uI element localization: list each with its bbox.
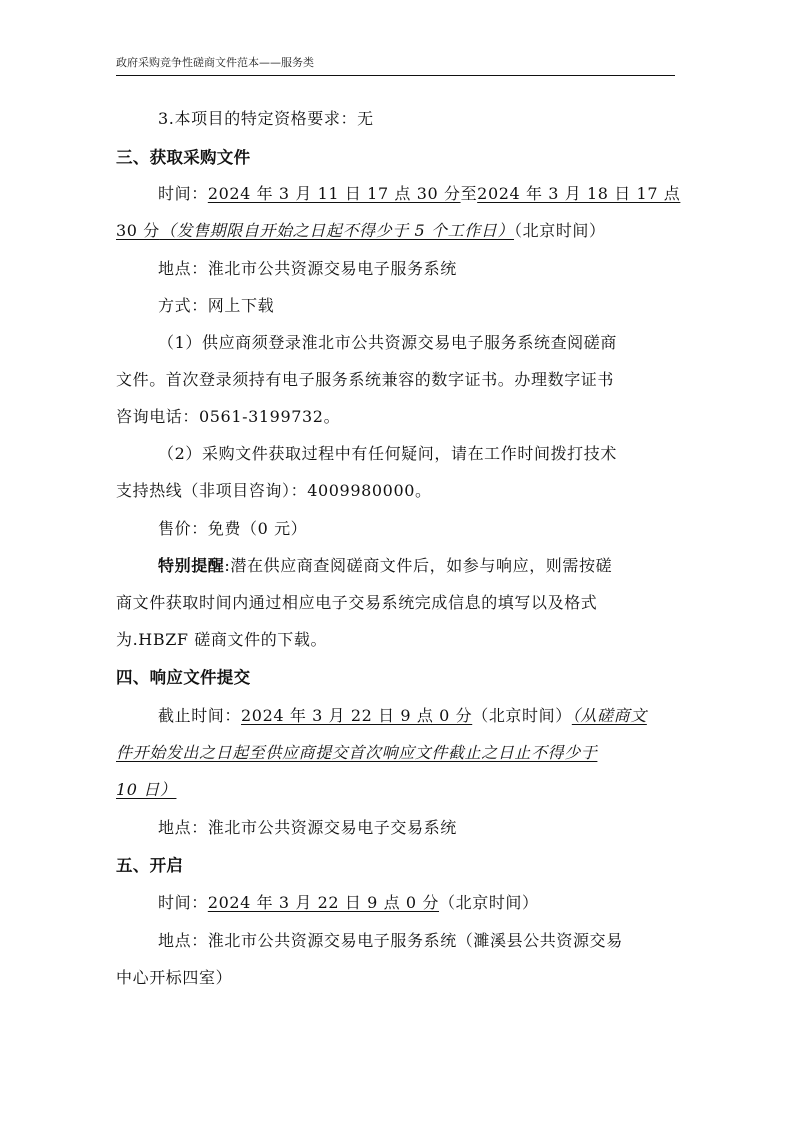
section-heading-obtain-documents: 三、获取采购文件 [116,148,251,167]
deadline-note-c: 10 日） [116,780,177,799]
opening-place-line-1: 地点：淮北市公共资源交易电子服务系统（濉溪县公共资源交易 [158,931,623,950]
note-2-line-1: （2）采购文件获取过程中有任何疑问，请在工作时间拨打技术 [158,444,617,463]
time-start: 2024 年 3 月 11 日 17 点 30 分 [207,184,461,203]
deadline-label: 截止时间： [158,706,242,725]
note-1-line-1: （1）供应商须登录淮北市公共资源交易电子服务系统查阅磋商 [158,333,617,352]
reminder-text: :潜在供应商查阅磋商文件后，如参与响应，则需按磋 [224,556,613,575]
time-label: 时间： [158,184,208,203]
section-heading-opening: 五、开启 [116,856,184,875]
opening-time-label: 时间： [158,893,208,912]
obtain-place: 地点：淮北市公共资源交易电子服务系统 [158,259,457,278]
opening-time-zone: （北京时间） [439,893,539,912]
time-to: 至 [460,184,478,203]
reminder-line-3: 为.HBZF 磋商文件的下载。 [116,630,328,649]
time-end-part-b: 30 分 [116,221,160,240]
time-zone: （北京时间） [514,221,606,240]
time-note: （发售期限自开始之日起不得少于 5 个工作日） [159,221,515,240]
obtain-time-line-2 [116,220,686,242]
time-end-part-a: 2024 年 3 月 18 日 17 点 [477,184,681,203]
qualification-item: 3.本项目的特定资格要求：无 [158,109,374,128]
deadline-line-1 [158,705,728,727]
reminder-line-2: 商文件获取时间内通过相应电子交易系统完成信息的填写以及格式 [116,593,598,612]
deadline-note-a: （从磋商文 [571,706,647,725]
deadline-note-b: 件开始发出之日起至供应商提交首次响应文件截止之日止不得少于 [116,743,598,762]
opening-place-line-2: 中心开标四室） [116,968,233,987]
deadline-time: 2024 年 3 月 22 日 9 点 0 分 [241,706,473,725]
reminder-label: 特别提醒 [158,556,225,575]
deadline-line-2 [116,742,686,764]
opening-time-value: 2024 年 3 月 22 日 9 点 0 分 [207,893,440,912]
note-1-line-3: 咨询电话：0561-3199732。 [116,407,341,426]
deadline-line-3 [116,779,686,801]
opening-time [158,892,728,914]
obtain-method: 方式：网上下载 [158,296,275,315]
note-2-line-2: 支持热线（非项目咨询）：4009980000。 [116,481,432,500]
price: 售价：免费（0 元） [158,519,308,538]
running-header: 政府采购竞争性磋商文件范本——服务类 [116,54,675,76]
submission-place: 地点：淮北市公共资源交易电子交易系统 [158,818,457,837]
deadline-zone: （北京时间） [472,706,572,725]
obtain-time-line-1 [158,183,728,205]
note-1-line-2: 文件。首次登录须持有电子服务系统兼容的数字证书。办理数字证书 [116,370,615,389]
reminder-line-1 [158,555,728,577]
section-heading-submission: 四、响应文件提交 [116,668,251,687]
